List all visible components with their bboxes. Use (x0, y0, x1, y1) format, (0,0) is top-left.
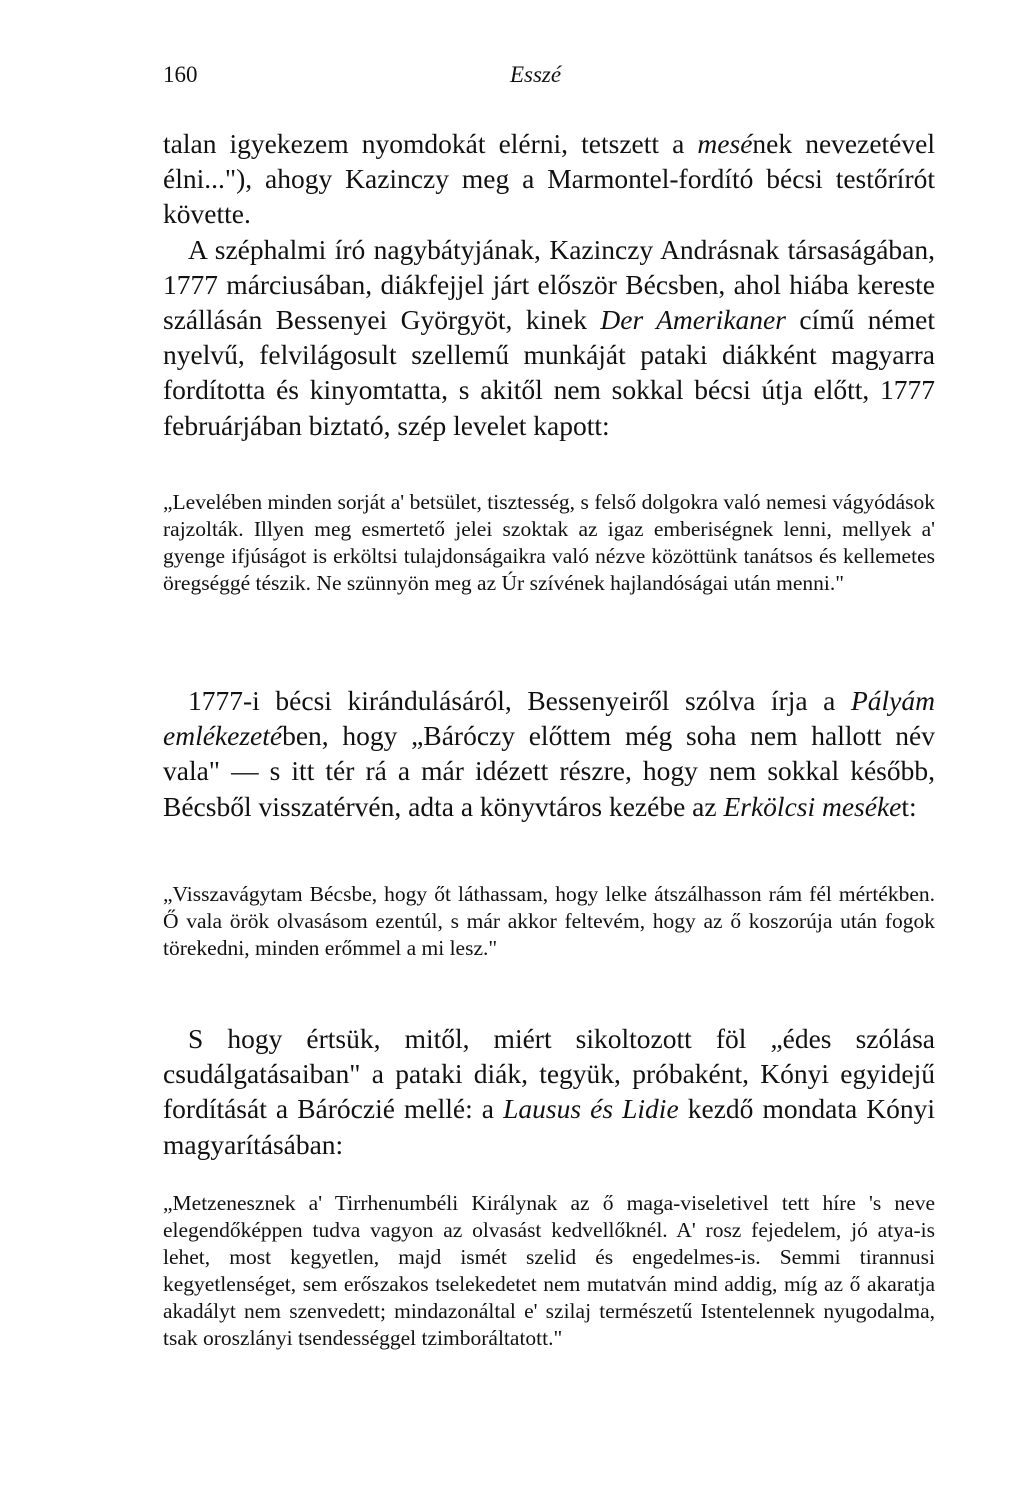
p2-text-a: A széphalmi író nagybátyjának, Kazinczy Andrásnak társaságában, 1777 márciusában, diákfejjel járt először Bécsben, ahol hiába kereste szállásán Bessenyei Györgyöt, kinek (163, 233, 935, 336)
page-header (163, 62, 908, 92)
paragraph-3-block (163, 683, 935, 824)
quotation-2 (163, 881, 935, 962)
quotation-3 (163, 1190, 935, 1352)
p2-text-b: című német nyelvű, felvilágosult szellemű munkáját pataki diákként magyarra fordította és kinyomtatta, s akitől nem sokkal bécsi útja előtt, 1777 februárjában biztató, szép levelet kapott: (163, 304, 935, 441)
p3-italic-palyam: Pályám emlékezeté (163, 685, 935, 752)
paragraph-2 (163, 232, 935, 443)
p3-text-c: t: (901, 790, 917, 822)
paragraph-4 (163, 1021, 935, 1162)
paragraph-4-block (163, 1021, 935, 1162)
p3-italic-erkolcsi: Erkölcsi meséke (723, 790, 902, 822)
running-head: Esszé (509, 62, 562, 87)
quote-2-text: „Visszavágytam Bécsbe, hogy őt láthassam, hogy lelke átszálhasson rám fél mértékben. Ő vala örök olvasásom ezentúl, s már akkor feltevém, hogy az ő koszorúja után fogok törekedni, minden erőmmel a mi lesz." (163, 882, 935, 960)
quotation-1 (163, 489, 935, 597)
p1-italic-mese: mesé (697, 128, 753, 159)
quote-3-text: „Metzenesznek a' Tirrhenumbéli Királynak az ő maga-viseletivel tett híre 's neve elegendőképpen tudva vagyon az olvasást kedvellőknél. A' rosz fejedelem, jó atya-is lehet, most kegyetlen, majd ismét szelid és engedelmes-is. Semmi tirannusi kegyetlenséget, sem erőszakos tselekedetet nem mutatván mind addig, míg az ő akaratja akadályt nem szenvedett; mindazonáltal e' szilaj természetű Istentelennek nyugodalma, tsak oroszlányi tsendességgel tzimboráltatott." (163, 1191, 935, 1350)
p1-text-b: nek nevezetével élni..."), ahogy Kazinczy meg a Marmontel-fordító bécsi testőrírót követte. (163, 128, 935, 230)
paragraph-1 (163, 126, 935, 232)
p4-text-b: kezdő mondata Kónyi magyarításában: (163, 1093, 935, 1160)
p2-italic-title: Der Amerikaner (600, 304, 786, 336)
p1-text-a: talan igyekezem nyomdokát elérni, tetszett a (163, 128, 698, 159)
p4-italic-lausus: Lausus és Lidie (503, 1093, 679, 1125)
p3-text-a: 1777-i bécsi kirándulásáról, Bessenyeiről szólva írja a (188, 685, 851, 716)
paragraph-continuation (163, 126, 935, 443)
paragraph-3 (163, 683, 935, 824)
p4-text-a: S hogy értsük, mitől, miért sikoltozott föl „édes szólása csudálgatásaiban" a pataki diák, tegyük, próbaként, Kónyi egyidejű fordítását a Báróczié mellé: a (163, 1023, 935, 1125)
page-number: 160 (163, 62, 198, 87)
quote-1-text: „Levelében minden sorját a' betsület, tisztesség, s felső dolgokra való nemesi vágyódások rajzolták. Illyen meg esmertető jelei szoktak az igaz emberiségnek lenni, mellyek a' gyenge ifjúságot is erköltsi tulajdonságaikra való nézve közöttünk tanátsos és kellemetes öregséggé tészik. Ne szünnyön meg az Úr szívének hajlandóságai után menni." (163, 490, 935, 595)
p3-text-b: ben, hogy „Báróczy előttem még soha nem hallott név vala" — s itt tér rá a már idézett részre, hogy nem sokkal később, Bécsből visszatérvén, adta a könyvtáros kezébe az (163, 720, 935, 822)
